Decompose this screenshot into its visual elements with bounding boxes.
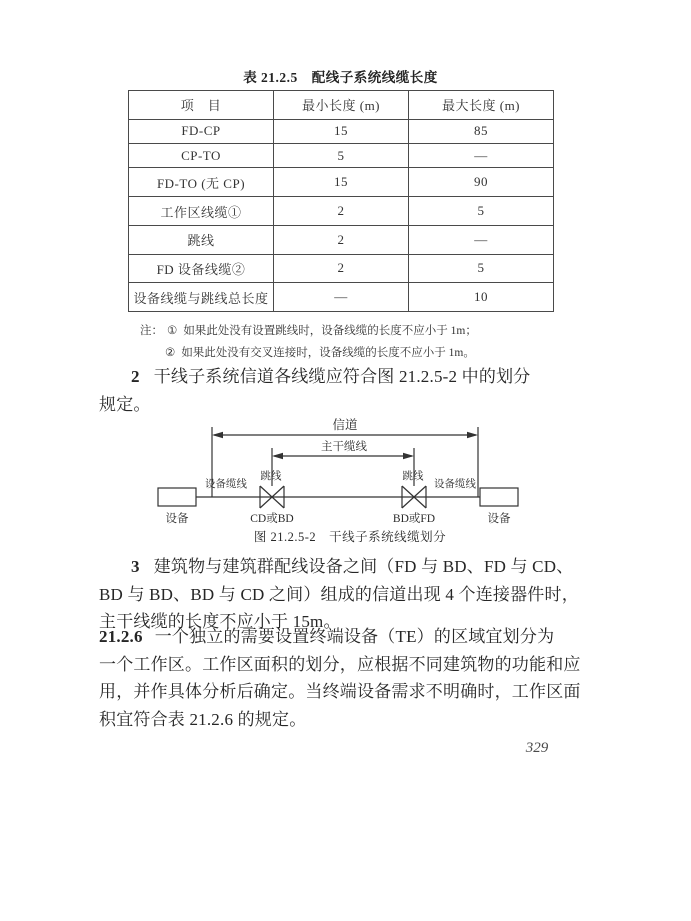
- table-notes: [140, 320, 560, 364]
- section-text: 一个独立的需要设置终端设备（TE）的区域宜划分为: [154, 627, 555, 646]
- table-row: [129, 197, 554, 226]
- clause-3-number: 3: [131, 557, 140, 576]
- clause-2-line-1: [99, 363, 593, 391]
- section-line-3: 用，并作具体分析后确定。当终端设备需求不明确时，工作区面: [99, 682, 581, 701]
- cell-min: —: [274, 283, 409, 312]
- cell-max: 10: [409, 283, 554, 312]
- cable-length-table: [128, 90, 554, 312]
- figure-caption: 图 21.2.5-2 干线子系统线缆划分: [253, 530, 447, 544]
- backbone-cabling-figure: [148, 418, 588, 526]
- cell-min: 2: [274, 197, 409, 226]
- note-2-text: 如果此处没有交叉连接时，设备线缆的长度不应小于 1m。: [181, 347, 475, 359]
- section-21-2-6: [99, 623, 593, 733]
- header-min-length: 最小长度 (m): [274, 91, 409, 120]
- note-2-marker: ②: [165, 347, 176, 359]
- table-row: [129, 254, 554, 283]
- clause-3-line-1: [99, 553, 593, 581]
- section-number: 21.2.6: [99, 627, 143, 646]
- cell-min: 15: [274, 119, 409, 143]
- note-prefix: 注：: [140, 325, 163, 337]
- table-row: [129, 168, 554, 197]
- table-row: [129, 283, 554, 312]
- section-line-1: [99, 623, 593, 651]
- clause-3-line-2: BD 与 BD、BD 与 CD 之间）组成的信道出现 4 个连接器件时，: [99, 584, 579, 604]
- table-row: [129, 225, 554, 254]
- clause-2-number: 2: [131, 367, 140, 386]
- node-right-label: BD或FD: [392, 513, 436, 525]
- arrowhead-right-icon: [403, 453, 414, 459]
- cell-item: 跳线: [129, 225, 274, 254]
- device-box-left: [158, 488, 196, 506]
- note-1-marker: ①: [167, 325, 178, 337]
- table-row: [129, 144, 554, 168]
- jumper-left-label: 跳线: [260, 471, 282, 482]
- clause-2-text: 干线子系统信道各线缆应符合图 21.2.5-2 中的划分: [153, 367, 531, 386]
- cell-max: 85: [409, 119, 554, 143]
- table-header-row: [129, 91, 554, 120]
- cell-item: 工作区线缆①: [129, 197, 274, 226]
- device-cable-right-label: 设备缆线: [434, 479, 476, 490]
- cell-max: 5: [409, 254, 554, 283]
- arrowhead-left-icon: [272, 453, 283, 459]
- clause-3-text: 建筑物与建筑群配线设备之间（FD 与 BD、FD 与 CD、: [153, 557, 574, 576]
- header-item: 项 目: [129, 91, 274, 120]
- note-1-text: 如果此处没有设置跳线时，设备线缆的长度不应小于 1m；: [183, 325, 477, 337]
- cell-max: 5: [409, 197, 554, 226]
- device-left-label: 设备: [165, 513, 189, 525]
- channel-label: 信道: [332, 418, 358, 432]
- cell-item: FD 设备线缆②: [129, 254, 274, 283]
- section-line-4: 积宜符合表 21.2.6 的规定。: [99, 709, 307, 729]
- cell-item: 设备线缆与跳线总长度: [129, 283, 274, 312]
- cell-min: 15: [274, 168, 409, 197]
- cell-min: 2: [274, 225, 409, 254]
- clause-2-line-2: 规定。: [99, 394, 151, 414]
- clause-3-line-3: 主干线缆的长度不应小于 15m。: [99, 612, 341, 631]
- device-right-label: 设备: [487, 513, 511, 525]
- device-box-right: [480, 488, 518, 506]
- jumper-right-label: 跳线: [402, 471, 424, 482]
- cell-min: 5: [274, 144, 409, 168]
- cell-item: FD-TO (无 CP): [129, 168, 274, 197]
- section-line-2: 一个工作区。工作区面积的划分，应根据不同建筑物的功能和应: [99, 654, 581, 674]
- cell-max: —: [409, 225, 554, 254]
- cell-item: FD-CP: [129, 119, 274, 143]
- page-number: 329: [525, 740, 549, 756]
- note-1: [140, 320, 560, 342]
- device-cable-left-label: 设备缆线: [205, 479, 247, 490]
- arrowhead-right-icon: [467, 432, 478, 438]
- cell-max: 90: [409, 168, 554, 197]
- node-left-label: CD或BD: [250, 513, 294, 525]
- header-max-length: 最大长度 (m): [409, 91, 554, 120]
- arrowhead-left-icon: [212, 432, 223, 438]
- note-2: [165, 342, 560, 364]
- table-title: 表 21.2.5 配线子系统线缆长度: [243, 70, 438, 85]
- backbone-label: 主干缆线: [321, 441, 367, 453]
- cell-min: 2: [274, 254, 409, 283]
- clause-2: [99, 363, 593, 418]
- table-row: [129, 119, 554, 143]
- cell-max: —: [409, 144, 554, 168]
- cell-item: CP-TO: [129, 144, 274, 168]
